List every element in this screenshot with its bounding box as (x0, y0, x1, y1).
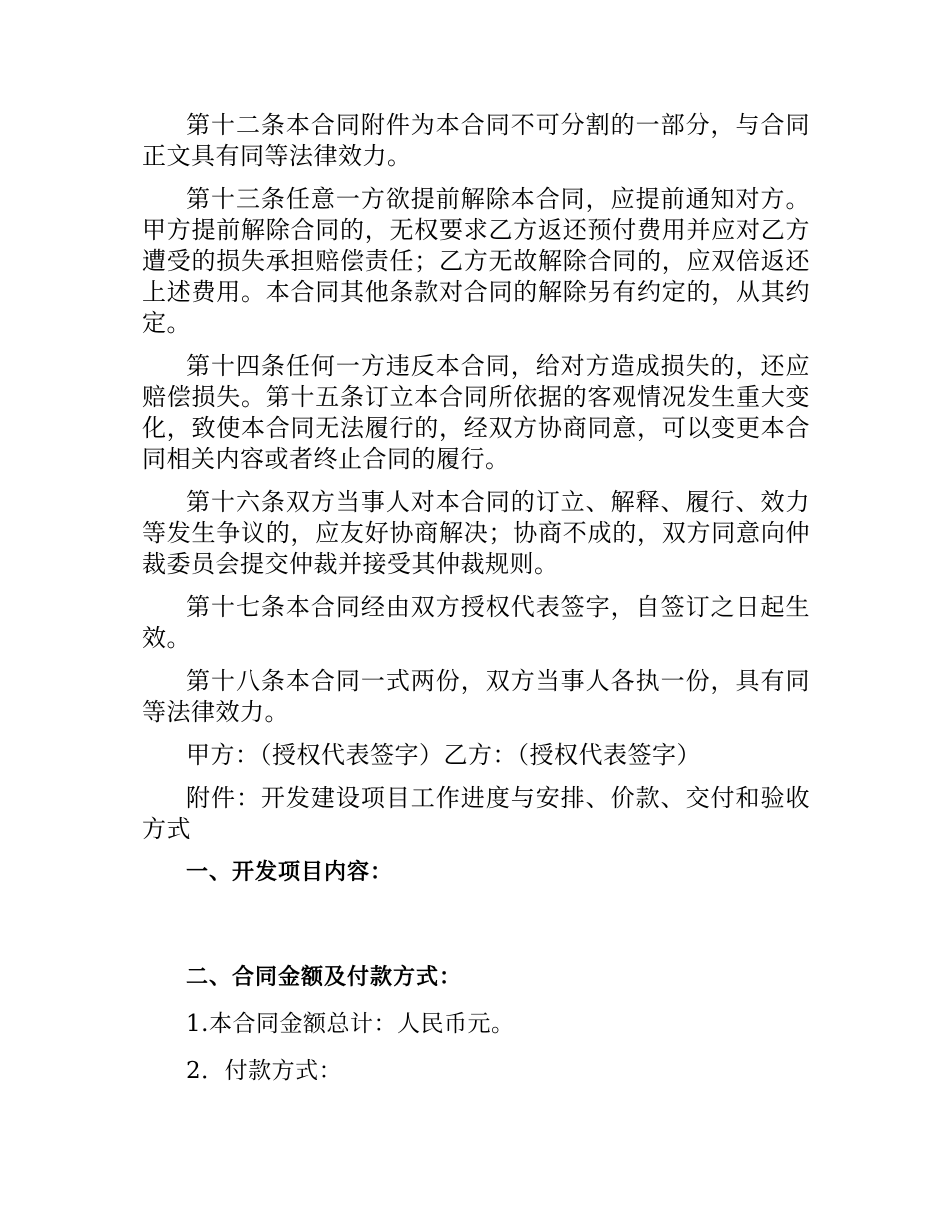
article-13: 第十三条任意一方欲提前解除本合同，应提前通知对方。甲方提前解除合同的，无权要求乙方返还预付费用并应对乙方遭受的损失承担赔偿责任；乙方无故解除合同的，应双倍返还上述费用。本合同其他条款对合同的解除另有约定的，从其约定。 (142, 185, 810, 337)
section-2-heading: 二、合同金额及付款方式： (186, 965, 463, 990)
attachment-line: 附件：开发建设项目工作进度与安排、价款、交付和验收方式 (142, 784, 810, 843)
article-14-15: 第十四条任何一方违反本合同，给对方造成损失的，还应赔偿损失。第十五条订立本合同所依据的客观情况发生重大变化，致使本合同无法履行的，经双方协商同意，可以变更本合同相关内容或者终止合同的履行。 (142, 352, 810, 473)
article-12: 第十二条本合同附件为本合同不可分割的一部分，与合同正文具有同等法律效力。 (142, 111, 810, 170)
article-17: 第十七条本合同经由双方授权代表签字，自签订之日起生效。 (142, 593, 810, 652)
signature-line: 甲方：（授权代表签字）乙方：（授权代表签字） (186, 741, 701, 769)
section-2-item-1: 1.本合同金额总计：人民币元。 (186, 1011, 515, 1037)
article-16: 第十六条双方当事人对本合同的订立、解释、履行、效力等发生争议的，应友好协商解决；协商不成的，双方同意向仲裁委员会提交仲裁并接受其仲裁规则。 (142, 488, 810, 578)
section-1-heading: 一、开发项目内容： (186, 860, 394, 885)
article-18: 第十八条本合同一式两份，双方当事人各执一份，具有同等法律效力。 (142, 667, 810, 726)
section-2-item-2: 2．付款方式： (186, 1058, 343, 1084)
document-page (142, 110, 810, 1103)
